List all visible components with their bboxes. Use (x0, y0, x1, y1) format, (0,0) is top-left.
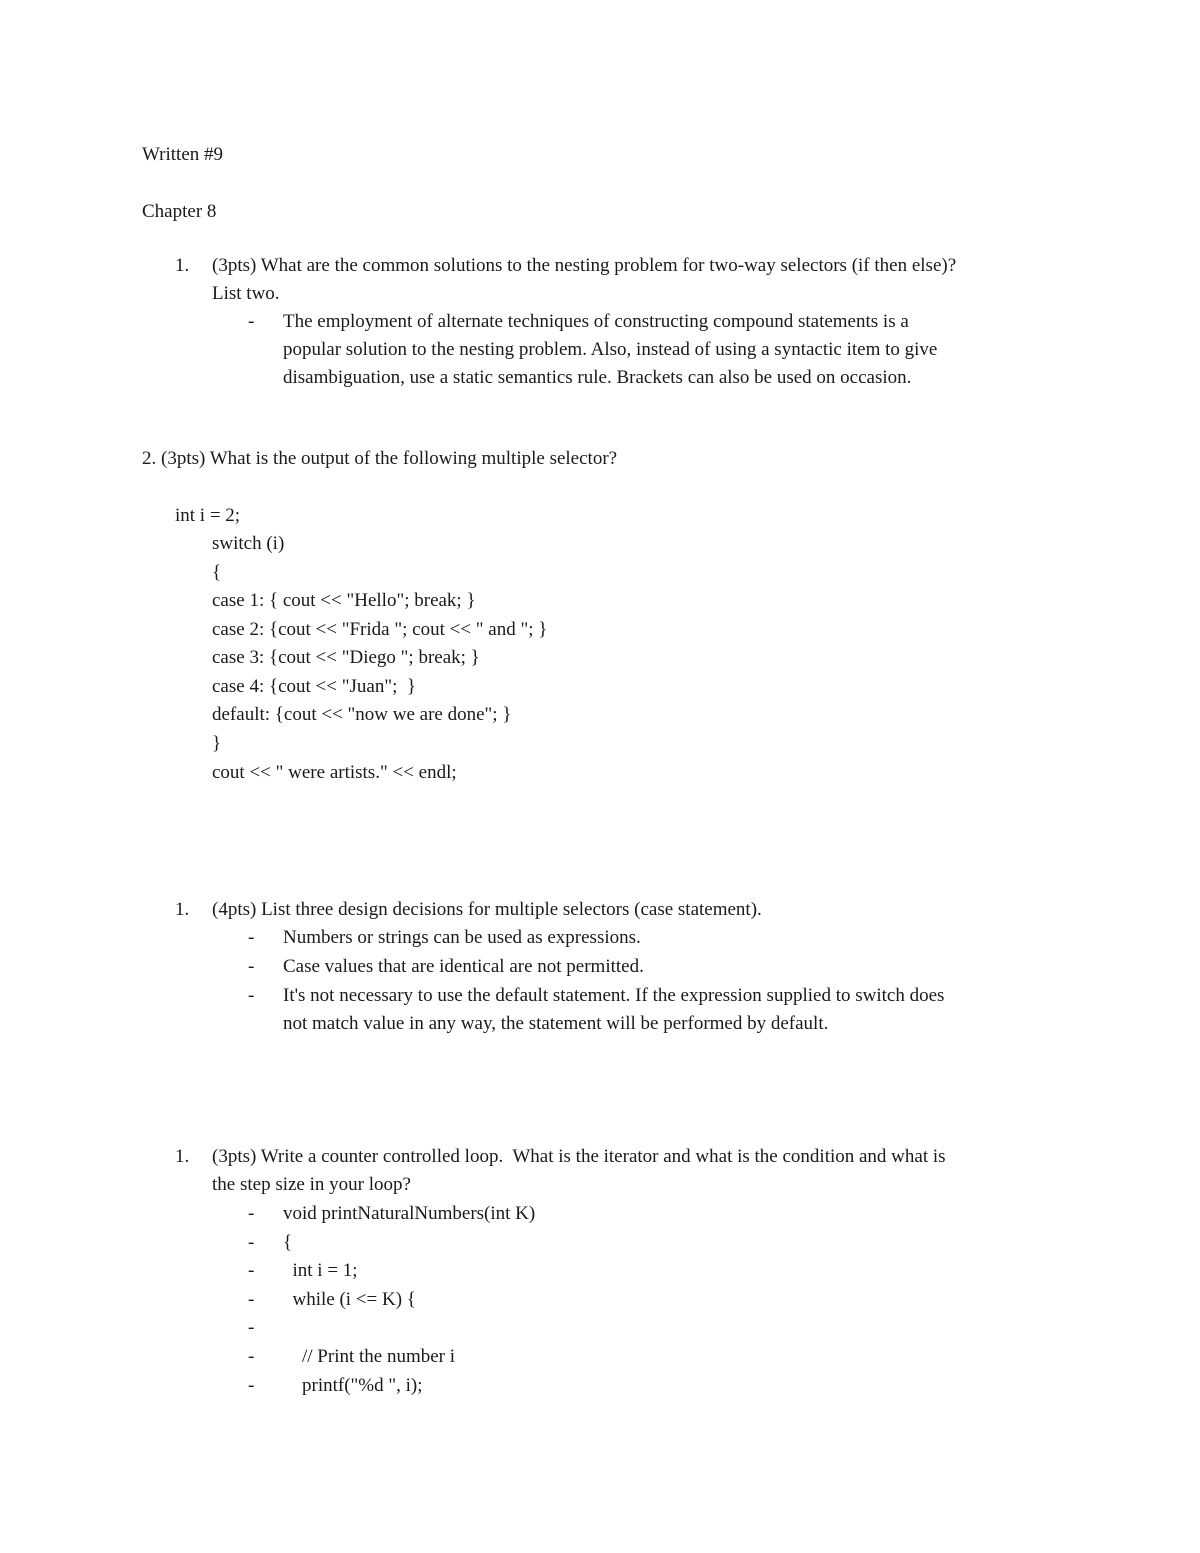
code-line: // Print the number i (283, 1346, 456, 1367)
answer-line: It's not necessary to use the default statement. If the expression supplied to switch does (283, 985, 945, 1006)
bullet-dash: - (248, 1317, 255, 1338)
code-line: printf("%d ", i); (283, 1375, 423, 1396)
question-text-continuation: the step size in your loop? (212, 1174, 411, 1195)
question-number: 1. (175, 255, 190, 276)
code-line: case 1: { cout << "Hello"; break; } (212, 590, 476, 611)
code-line: } (212, 733, 222, 754)
bullet-dash: - (248, 1260, 255, 1281)
bullet-dash: - (248, 1203, 255, 1224)
answer-line: Numbers or strings can be used as expressions. (283, 927, 641, 948)
code-line: default: {cout << "now we are done"; } (212, 704, 512, 725)
code-line: case 4: {cout << "Juan"; } (212, 676, 416, 697)
question-text: (3pts) Write a counter controlled loop. What is the iterator and what is the condition and what is (212, 1146, 946, 1167)
answer-line: disambiguation, use a static semantics rule. Brackets can also be used on occasion. (283, 367, 912, 388)
document-title: Written #9 (142, 144, 224, 165)
code-line: int i = 1; (283, 1260, 358, 1281)
bullet-dash: - (248, 1232, 255, 1253)
bullet-dash: - (248, 1289, 255, 1310)
code-line: case 3: {cout << "Diego "; break; } (212, 647, 480, 668)
code-line: switch (i) (212, 533, 285, 554)
question-text-continuation: List two. (212, 283, 280, 304)
code-line: int i = 2; (175, 505, 241, 526)
question-number: 1. (175, 1146, 190, 1167)
bullet-dash: - (248, 985, 255, 1006)
code-line: case 2: {cout << "Frida "; cout << " and "; } (212, 619, 548, 640)
bullet-dash: - (248, 311, 255, 332)
code-line: cout << " were artists." << endl; (212, 762, 457, 783)
code-line: void printNaturalNumbers(int K) (283, 1203, 536, 1224)
question-number: 1. (175, 899, 190, 920)
answer-line: popular solution to the nesting problem. Also, instead of using a syntactic item to give (283, 339, 938, 360)
code-line: { (283, 1232, 293, 1253)
answer-line: not match value in any way, the statement will be performed by default. (283, 1013, 829, 1034)
question-text: 2. (3pts) What is the output of the following multiple selector? (142, 448, 618, 469)
code-line: { (212, 562, 222, 583)
chapter-heading: Chapter 8 (142, 201, 217, 222)
answer-line: Case values that are identical are not permitted. (283, 956, 644, 977)
bullet-dash: - (248, 1346, 255, 1367)
bullet-dash: - (248, 956, 255, 977)
bullet-dash: - (248, 927, 255, 948)
answer-line: The employment of alternate techniques of constructing compound statements is a (283, 311, 909, 332)
question-text: (3pts) What are the common solutions to the nesting problem for two-way selectors (if then else)? (212, 255, 957, 276)
code-line: while (i <= K) { (283, 1289, 416, 1310)
bullet-dash: - (248, 1375, 255, 1396)
question-text: (4pts) List three design decisions for multiple selectors (case statement). (212, 899, 762, 920)
